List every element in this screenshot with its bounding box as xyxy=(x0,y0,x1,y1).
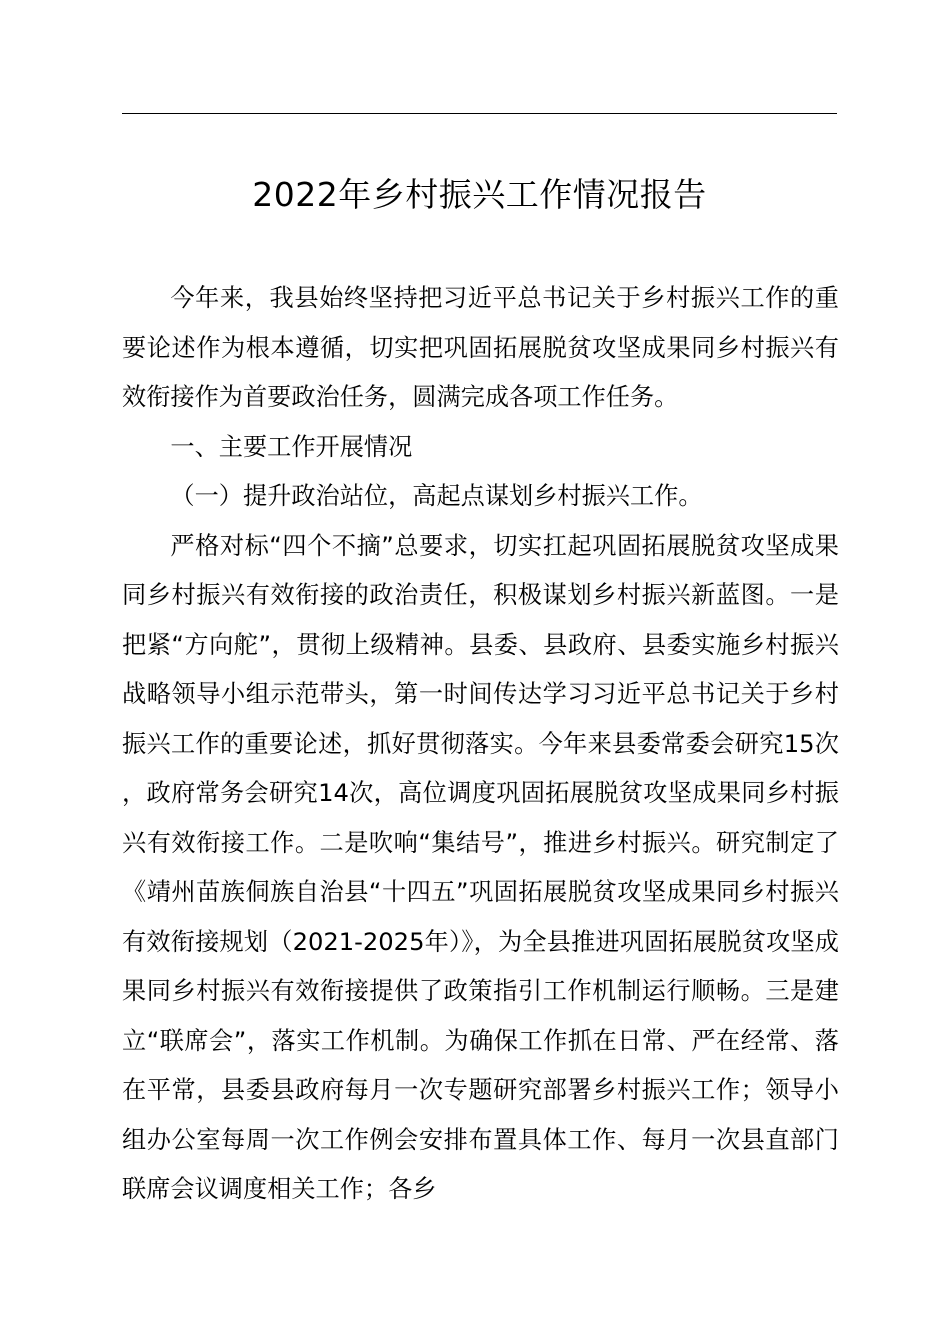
header-rule xyxy=(122,113,837,114)
body-paragraph: 严格对标“四个不摘”总要求，切实扛起巩固拓展脱贫攻坚成果同乡村振兴有效衔接的政治责任，积极谋划乡村振兴新蓝图。一是把紧“方向舵”，贯彻上级精神。县委、县政府、县委实施乡村振兴战略领导小组示范带头，第一时间传达学习习近平总书记关于乡村振兴工作的重要论述，抓好贯彻落实。今年来县委常委会研究15次，政府常务会研究14次，高位调度巩固拓展脱贫攻坚成果同乡村振兴有效衔接工作。二是吹响“集结号”，推进乡村振兴。研究制定了《靖州苗族侗族自治县“十四五”巩固拓展脱贫攻坚成果同乡村振兴有效衔接规划（2021-2025年）》，为全县推进巩固拓展脱贫攻坚成果同乡村振兴有效衔接提供了政策指引工作机制运行顺畅。三是建立“联席会”，落实工作机制。为确保工作抓在日常、严在经常、落在平常，县委县政府每月一次专题研究部署乡村振兴工作；领导小组办公室每周一次工作例会安排布置具体工作、每月一次县直部门联席会议调度相关工作；各乡 xyxy=(122,531,839,1203)
document-title: 2022年乡村振兴工作情况报告 xyxy=(252,175,707,214)
intro-paragraph: 今年来，我县始终坚持把习近平总书记关于乡村振兴工作的重要论述作为根本遵循，切实把巩固拓展脱贫攻坚成果同乡村振兴有效衔接作为首要政治任务，圆满完成各项工作任务。 xyxy=(122,284,839,411)
subsection-heading: （一）提升政治站位，高起点谋划乡村振兴工作。 xyxy=(170,482,703,510)
section-heading: 一、主要工作开展情况 xyxy=(170,432,413,461)
document-body xyxy=(122,274,839,1215)
